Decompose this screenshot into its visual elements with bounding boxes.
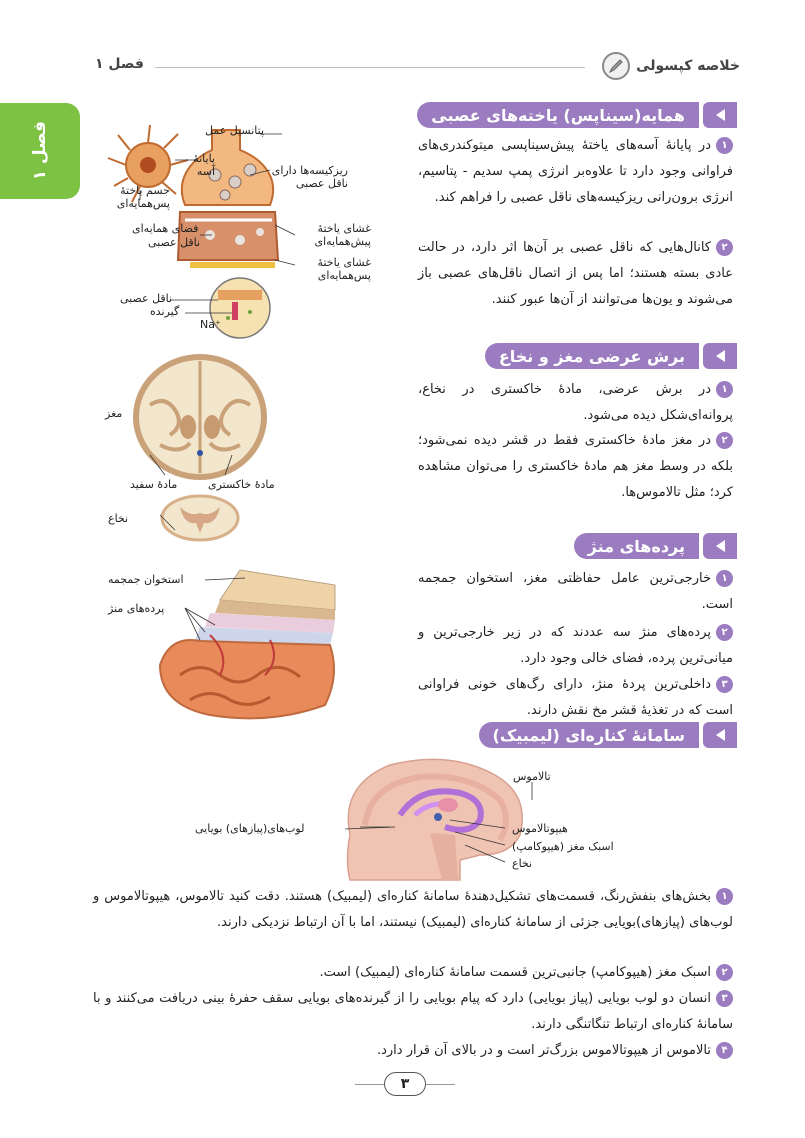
item-number: ۲	[716, 432, 733, 449]
label-receptor: گیرنده	[150, 305, 180, 318]
limbic-item-3: ۳انسان دو لوب بویایی (پیاز بویایی) دارد که پیام بویایی را از گیرنده‌های بویایی سقف حفرۀ بینی دریافت می‌کنند و با سامانۀ کناره‌ای ارتباط تنگاتنگی دارند.	[93, 991, 733, 1032]
cross-item-1: ۱در برش عرضی، مادۀ خاکستری در نخاع، پروانه‌ای‌شکل دیده می‌شود.	[418, 382, 733, 423]
section-title-text: برش عرضی مغز و نخاع	[485, 343, 699, 369]
item-number: ۱	[716, 888, 733, 905]
section-title-text: سامانۀ کناره‌ای (لیمبیک)	[479, 722, 700, 748]
meninges-item-1: ۱خارجی‌ترین عامل حفاظتی مغز، استخوان جمجمه است.	[418, 571, 733, 612]
label-skull: استخوان جمجمه	[108, 573, 184, 586]
label-limbic-spinal-cord: نخاع	[512, 857, 533, 870]
chapter-label: فصل ۱	[95, 56, 144, 72]
label-pre-membrane: غشای یاختۀ پیش‌همایه‌ای	[314, 222, 371, 248]
label-axon-end: پایانۀ آسه	[193, 152, 215, 178]
label-synaptic-space: فضای همایه‌ای	[132, 222, 199, 235]
label-white-matter: مادۀ سفید	[130, 478, 178, 491]
label-brain: مغز	[105, 407, 123, 420]
section-title-text: همایه(سیناپس) یاخته‌های عصبی	[417, 102, 699, 128]
cross-item-2: ۲در مغز مادۀ خاکستری فقط در قشر دیده نمی‌شود؛ بلکه در وسط مغز هم مادۀ خاکستری را می‌توان مشاهده کرد؛ مثل تالاموس‌ها.	[418, 433, 733, 500]
item-number: ۱	[716, 137, 733, 154]
label-hypothalamus: هیپوتالاموس	[512, 822, 568, 835]
page-number: ۳	[384, 1072, 426, 1096]
label-neurotransmitter-2: ناقل عصبی	[120, 292, 173, 305]
item-number: ۱	[716, 381, 733, 398]
label-sodium-ion: Na⁺	[200, 318, 221, 331]
label-meninges: پرده‌های منژ	[108, 602, 165, 615]
meninges-item-3: ۳داخلی‌ترین پردۀ منژ، دارای رگ‌های خونی فراوانی است که در تغذیۀ قشر مخ نقش دارند.	[418, 677, 733, 718]
label-spinal-cord: نخاع	[108, 512, 129, 525]
meninges-item-2: ۲پرده‌های منژ سه عددند که در زیر خارجی‌ترین و میانی‌ترین پرده، فضای خالی وجود دارد.	[418, 625, 733, 666]
header-title: خلاصه کپسولی	[636, 58, 740, 74]
label-neurotransmitter: ناقل عصبی	[148, 236, 201, 249]
item-number: ۲	[716, 964, 733, 981]
item-number: ۲	[716, 624, 733, 641]
limbic-item-1: ۱بخش‌های بنفش‌رنگ، قسمت‌های تشکیل‌دهندۀ سامانۀ کناره‌ای (لیمبیک) هستند. دقت کنید تالاموس، هیپوتالاموس و لوب‌های (پیازهای)بویایی جزئی از سامانۀ کناره‌ای (لیمبیک) نیستند، اما با آن ارتباط نزدیکی دارند.	[93, 889, 733, 930]
limbic-item-4: ۴تالاموس از هیپوتالاموس بزرگ‌تر است و در بالای آن قرار دارد.	[93, 1038, 733, 1064]
item-number: ۱	[716, 570, 733, 587]
limbic-item-2: ۲اسبک مغز (هیپوکامپ) جانبی‌ترین قسمت سامانۀ کناره‌ای (لیمبیک) است.	[93, 960, 733, 986]
side-tab-label: فصل ۱	[30, 121, 50, 181]
label-thalamus: تالاموس	[513, 770, 551, 783]
label-post-membrane: غشای یاختۀ پس‌همایه‌ای	[317, 256, 371, 282]
item-number: ۳	[716, 676, 733, 693]
synapse-item-2: ۲کانال‌هایی که ناقل عصبی بر آن‌ها اثر دارد، در حالت عادی بسته هستند؛ اما پس از اتصال ناقل‌های عصبی باز می‌شوند و یون‌ها می‌توانند از آن‌ها عبور کنند.	[418, 240, 733, 307]
item-number: ۳	[716, 990, 733, 1007]
label-hippocampus: اسبک مغز (هیپوکامپ)	[512, 840, 614, 853]
label-post-cell-body: جسم یاختۀ پس‌همایه‌ای	[116, 184, 170, 210]
item-number: ۲	[716, 239, 733, 256]
synapse-item-1: ۱در پایانۀ آسه‌های یاختۀ پیش‌سیناپسی میتوکندری‌های فراوانی وجود دارد تا علاوه‌بر انرژی پمپ سدیم - پتاسیم، انرژی برون‌رانی ریزکیسه‌های ناقل عصبی را فراهم کند.	[418, 138, 733, 205]
label-action-potential: پتانسیل عمل	[205, 124, 265, 137]
label-vesicles: ریزکیسه‌ها دارای ناقل عصبی	[271, 164, 348, 190]
section-title-text: پرده‌های منژ	[574, 533, 699, 559]
label-gray-matter: مادۀ خاکستری	[208, 478, 275, 491]
label-olfactory-lobes: لوب‌های(پیازهای) بویایی	[195, 822, 305, 835]
item-number: ۴	[716, 1042, 733, 1059]
